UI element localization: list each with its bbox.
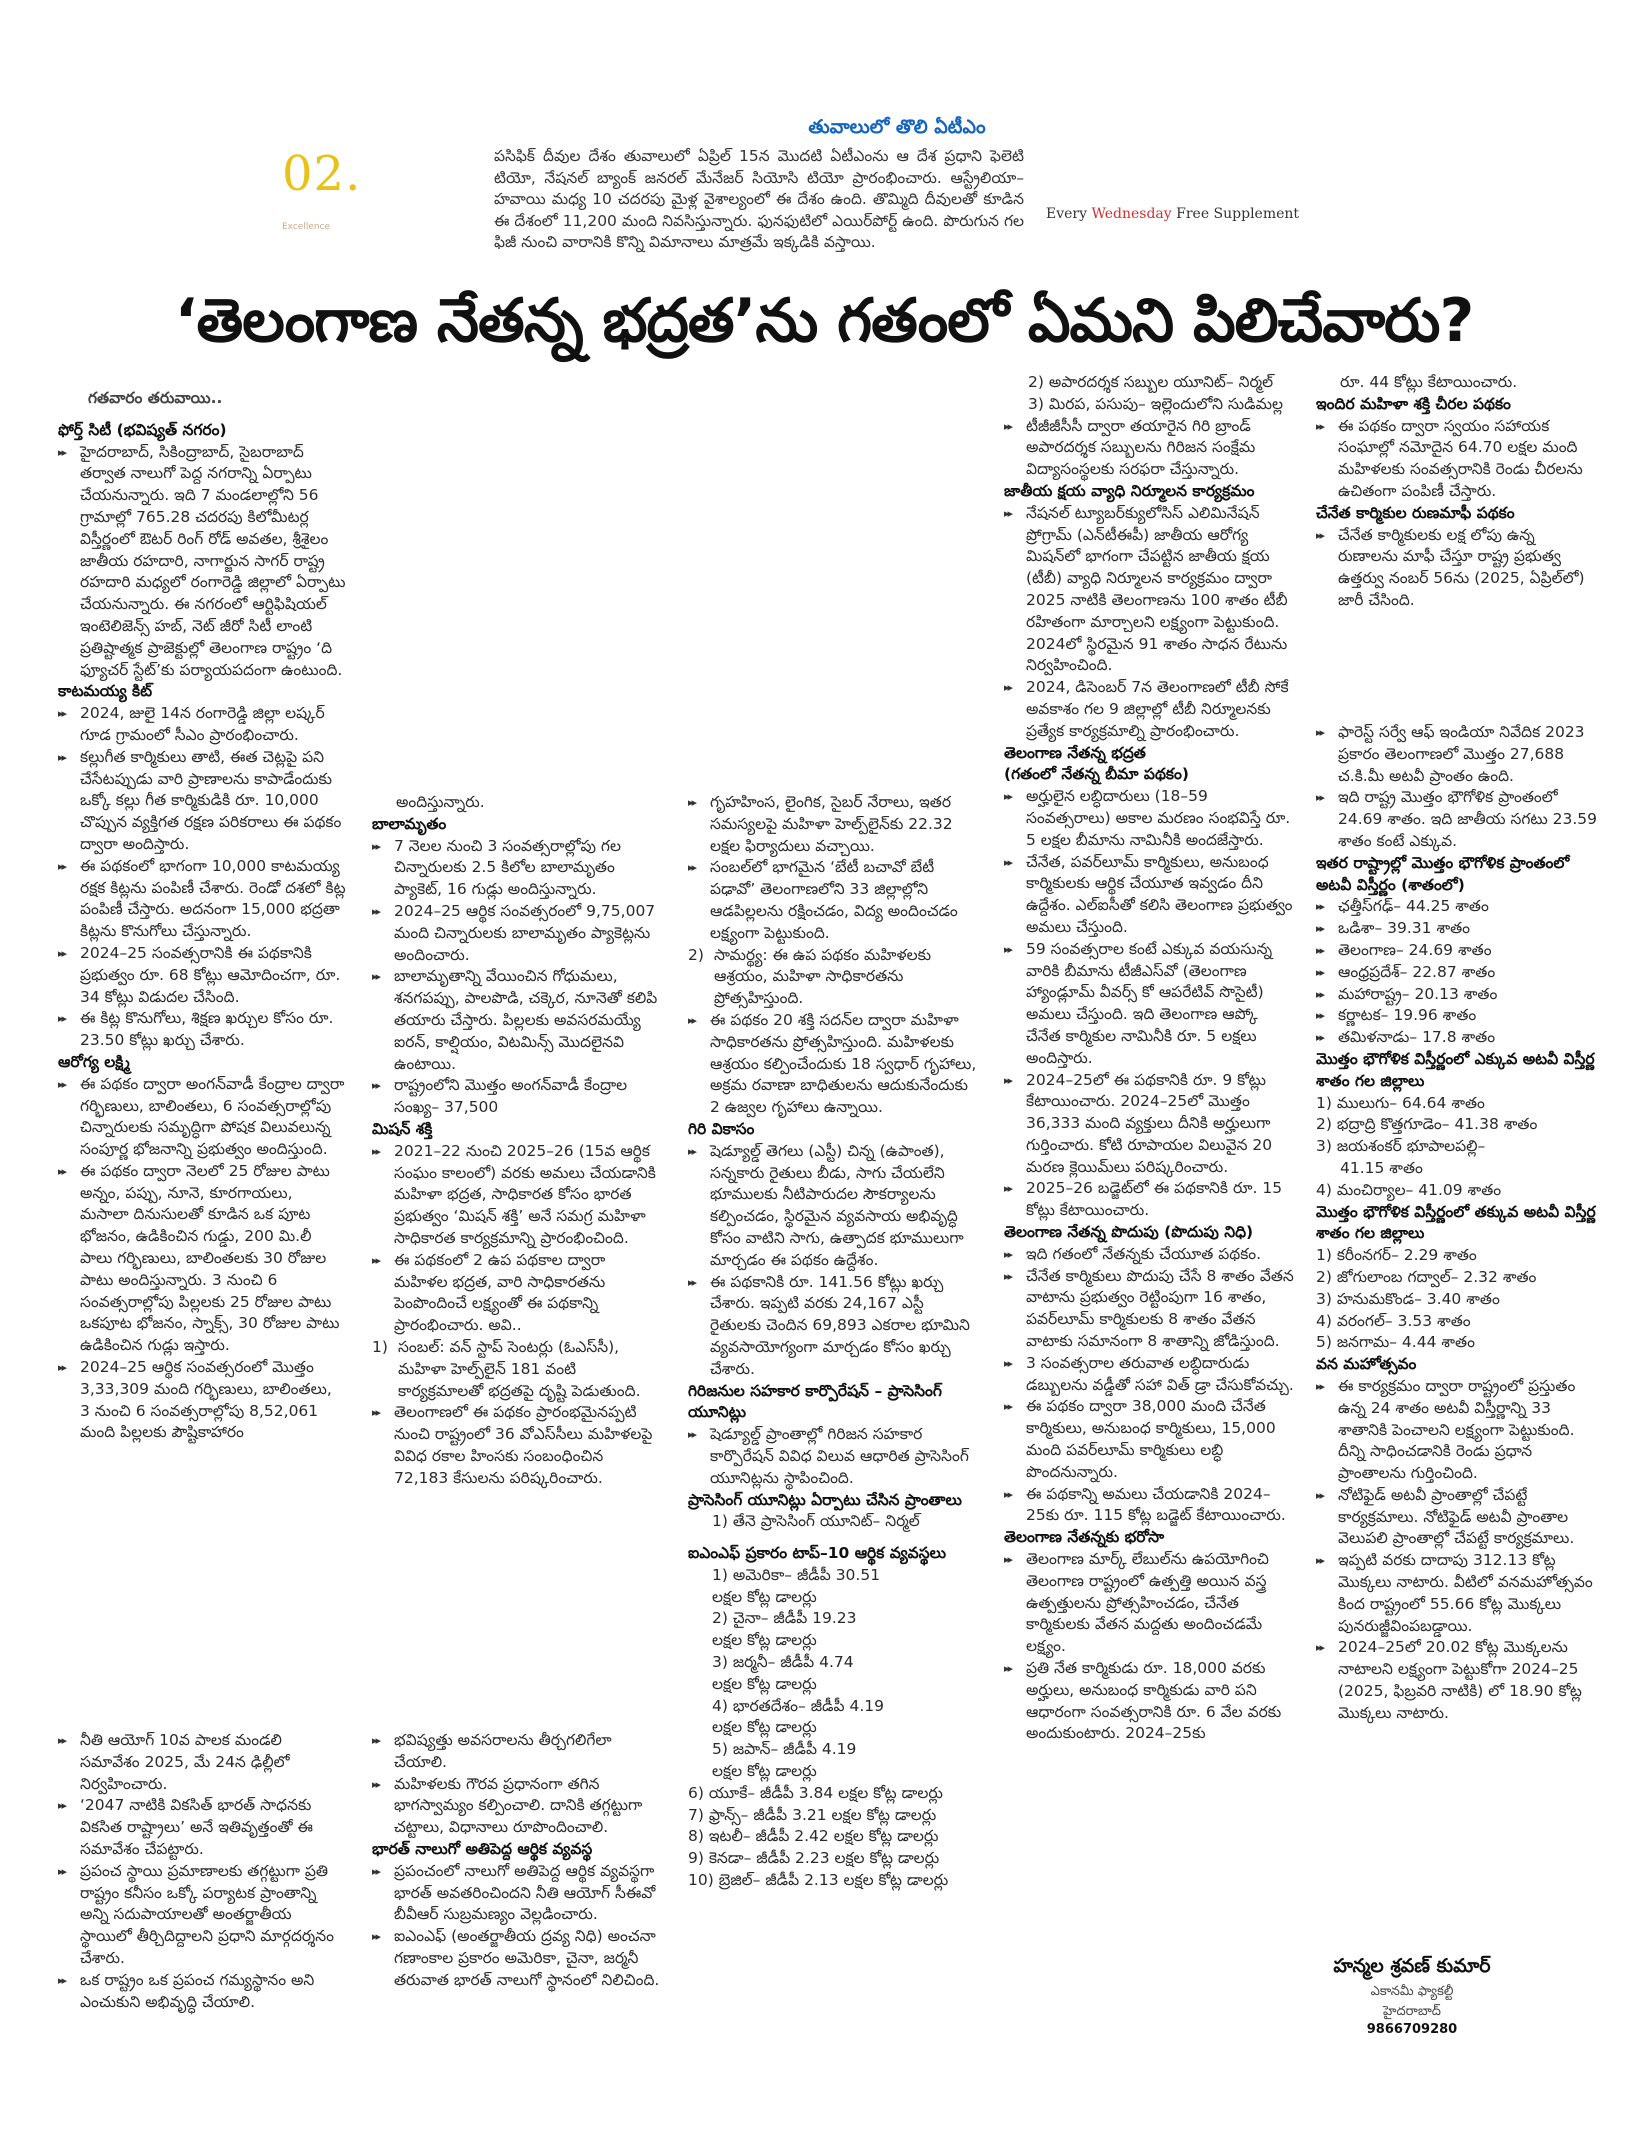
column-3: [688, 792, 978, 1892]
bullet-point: ▸▸ ఈ పథకం ద్వారా నెలలో 25 రోజుల పాటు అన్నం, పప్పు, నూనె, కూరగాయలు, మసాలా దినుసులతో కూడిన ఒక పూట భోజనం, ఉడికించిన గుడ్డు, 200 మి.లీ పాలు గర్భిణులు, బాలింతలకు 30 రోజుల పాటు అందిస్తున్నారు. 3 నుంచి 6 సంవత్సరాల్లోపు పిల్లలకు 25 రోజుల పాటు ఒకపూట భోజనం, స్నాక్స్, 30 రోజుల పాటు ఉడికించిన గుడ్లు ఇస్తారు.: [58, 1161, 346, 1357]
item-number: 1): [372, 1337, 388, 1356]
bullet-point: ▸▸ బాలామృతాన్ని వేయించిన గోధుమలు, శనగపప్పు, పాలపొడి, చక్కెర, నూనెతో కలిపి తయారు చేస్తారు. పిల్లలకు అవసరమయ్యే ఐరన్, కాల్షియం, విటమిన్స్ మొదలైనవి ఉంటాయి.: [372, 966, 662, 1075]
bullet-point: ▸▸ ఫారెస్ట్ సర్వే ఆఫ్ ఇండియా నివేదిక 2023 ప్రకారం తెలంగాణలో మొత్తం 27,688 చ.కి.మీ అటవీ ప్రాంతం ఉంది.: [1316, 722, 1598, 787]
list-item: 7) ఫ్రాన్స్– జీడీపీ 3.21 లక్షల కోట్ల డాలర్లు: [688, 1805, 937, 1824]
section-title: వన మహోత్సవం: [1316, 1355, 1417, 1374]
bullet-point: ▸▸ 59 సంవత్సరాల కంటే ఎక్కువ వయసున్న వారికి బీమాను టీజీఎస్‌వో (తెలంగాణ హ్యాండ్లూమ్ వీవర్స్ కో ఆపరేటివ్ సొసైటీ) అమలు చేస్తుంది. ఇది తెలంగాణ ఆప్కో చేనేత కార్మికుల నామినీకి రూ. 5 లక్షలు అందిస్తారు.: [1004, 939, 1294, 1070]
list-item: లక్షల కోట్ల డాలర్లు: [712, 1718, 817, 1737]
list-item: 4) వరంగల్– 3.53 శాతం: [1316, 1311, 1471, 1330]
bullet-point: ▸▸ భవిష్యత్తు అవసరాలను తీర్చగలిగేలా చేయాలి.: [372, 1730, 662, 1774]
bullet-point: ▸▸ ఈ పథకం ద్వారా స్వయం సహాయక సంఘాల్లో నమోదైన 64.70 లక్షల మంది మహిళలకు సంవత్సరానికి రెండు చీరలను ఉచితంగా పంపిణీ చేస్తారు.: [1316, 416, 1598, 503]
list-item: ▸▸ తమిళనాడు– 17.8 శాతం: [1316, 1027, 1598, 1049]
author-phone: 9866709280: [1366, 2022, 1458, 2037]
section-title: బాలామృతం: [372, 814, 447, 833]
bullet-point: ▸▸ 2024–25 ఆర్థిక సంవత్సరంలో 9,75,007 మంది చిన్నారులకు బాలామృతం ప్యాకెట్లను అందించారు.: [372, 901, 662, 966]
bullet-point: ▸▸ మహిళలకు గౌరవ ప్రధానంగా తగిన భాగస్వామ్యం కల్పించాలి. దానికి తగ్గట్టుగా చట్టాలు, విధానాలు రూపొందించాలి.: [372, 1774, 662, 1839]
bullet-point: ▸▸ నేషనల్ ట్యూబర్‌క్యులోసిస్ ఎలిమినేషన్ ప్రోగ్రామ్ (ఎన్‌టీఈపీ) జాతీయ ఆరోగ్య మిషన్‌లో భాగంగా చేపట్టిన జాతీయ క్షయ (టీబీ) వ్యాధి నిర్మూలన కార్యక్రమం ద్వారా 2025 నాటికి తెలంగాణను 100 శాతం టీబీ రహితంగా మార్చాలని లక్ష్యంగా పెట్టుకుంది. 2024లో స్థిరమైన 91 శాతం సాధన రేటును నిర్వహించింది.: [1004, 503, 1294, 677]
list-item: ▸▸ కర్ణాటక– 19.96 శాతం: [1316, 1005, 1598, 1027]
author-city: హైదరాబాద్: [1383, 2004, 1441, 2019]
section-title: ఆరోగ్య లక్ష్మి: [58, 1052, 130, 1071]
list-item: 10) బ్రెజిల్– జీడీపీ 2.13 లక్షల కోట్ల డాలర్లు: [688, 1871, 949, 1890]
list-item: ▸▸ తెలంగాణ– 24.69 శాతం: [1316, 940, 1598, 962]
supplement-tagline: [1046, 206, 1299, 222]
continued-text: అందిస్తున్నారు.: [396, 793, 485, 811]
section-title: ప్రాసెసింగ్ యూనిట్లు ఏర్పాటు చేసిన ప్రాంతాలు: [688, 1490, 962, 1509]
bullet-point: ▸▸ సంబల్‌లో భాగమైన ‘బేటీ బచావో బేటీ పఢావో’ తెలంగాణలోని 33 జిల్లాల్లోని ఆడపిల్లలను రక్షించడం, విద్య అందించడం లక్ష్యంగా పెట్టుకుంది.: [688, 857, 978, 944]
section-title: తెలంగాణ నేతన్న భద్రత: [1004, 743, 1146, 762]
bullet-point: ▸▸ 2024–25లో ఈ పథకానికి రూ. 9 కోట్లు కేటాయించారు. 2024–25లో మొత్తం 36,333 మంది వ్యక్తులు దీనికి అర్హులుగా గుర్తించారు. కోటి రూపాయల విలువైన 20 మరణ క్లెయిమ్‌లు పరిష్కరించారు.: [1004, 1070, 1294, 1179]
bullet-point: ▸▸ ఈ పథకం ద్వారా అంగన్‌వాడీ కేంద్రాల ద్వారా గర్భిణులు, బాలింతలు, 6 సంవత్సరాల్లోపు చిన్నారులకు సమృద్ధిగా పోషక విలువలున్న సంపూర్ణ భోజనాన్ని ప్రభుత్వం అందిస్తుంది.: [58, 1074, 346, 1161]
list-item: లక్షల కోట్ల డాలర్లు: [712, 1587, 817, 1606]
column-4: [1004, 372, 1294, 1745]
article-headline: ‘తెలంగాణ నేతన్న భద్రత’ను గతంలో ఏమని పిలిచేవారు?: [174, 286, 1474, 356]
bullet-point: ▸▸ 2024–25 సంవత్సరానికి ఈ పథకానికి ప్రభుత్వం రూ. 68 కోట్లు ఆమోదించగా, రూ. 34 కోట్లు విడుదల చేసింది.: [58, 943, 346, 1008]
section-title: ఇందిర మహిళా శక్తి చీరల పథకం: [1316, 394, 1511, 413]
section-title: మొత్తం భౌగోళిక విస్తీర్ణంలో తక్కువ అటవీ విస్తీర్ణ శాతం గల జిల్లాలు: [1316, 1202, 1596, 1243]
bullet-point: ▸▸ ఈ పథకాన్ని అమలు చేయడానికి 2024–25కు రూ. 115 కోట్ల బడ్జెట్ కేటాయించారు.: [1004, 1484, 1294, 1528]
bullet-point: ▸▸ నీతి ఆయోగ్ 10వ పాలక మండలి సమావేశం 2025, మే 24న ఢిల్లీలో నిర్వహించారు.: [58, 1730, 346, 1795]
author-signature: [1312, 1955, 1512, 2037]
list-item: ▸▸ మహారాష్ట్ర– 20.13 శాతం: [1316, 984, 1598, 1006]
bullet-point: ▸▸ 2024, జులై 14న రంగారెడ్డి జిల్లా లష్కర్ గూడ గ్రామంలో సీఎం ప్రారంభించారు.: [58, 703, 346, 747]
item-number: 2): [688, 945, 704, 964]
item-text: సంబల్: వన్ స్టాప్ సెంటర్లు (ఓఎస్‌సీ), మహిళా హెల్ప్‌లైన్ 181 వంటి కార్యక్రమాలతో భద్రతపై దృష్టి పెడుతుంది.: [398, 1337, 641, 1400]
continued-text: రూ. 44 కోట్లు కేటాయించారు.: [1340, 373, 1518, 391]
bullet-point: ▸▸ ప్రతి నేత కార్మికుడు రూ. 18,000 వరకు అర్హులు, అనుబంధ కార్మికుడు వారి పని ఆధారంగా సంవత్సరానికి రూ. 6 వేల వరకు అందుకుంటారు. 2024–25కు: [1004, 1658, 1294, 1745]
list-item: 6) యూకే– జీడీపీ 3.84 లక్షల కోట్ల డాలర్లు: [688, 1783, 943, 1802]
list-item: లక్షల కోట్ల డాలర్లు: [712, 1631, 817, 1650]
sidebar-box-text: పసిఫిక్ దీవుల దేశం తువాలులో ఏప్రిల్ 15న మొదటి ఏటీఎంను ఆ దేశ ప్రధాని ఫెలెటి టియో, నేషనల్ బ్యాంక్ జనరల్ మేనేజర్ సియోసి టియో ప్రారంభించారు. ఆస్ట్రేలియా–హవాయి మధ్య 10 చదరపు మైళ్ల వైశాల్యంలో ఈ దేశం ఉంది. తొమ్మిది దీవులతో కూడిన ఈ దేశంలో 11,200 మంది నివసిస్తున్నారు. ఫునఫుటిలో ఎయిర్‌పోర్ట్ ఉంది. పొరుగున గల ఫిజీ నుంచి వారానికి కొన్ని విమానాలు మాత్రమే ఇక్కడికి వస్తాయి.: [494, 147, 1024, 251]
column-2: [372, 792, 662, 1490]
bullet-point: ▸▸ ఒక రాష్ట్రం ఒక ప్రపంచ గమ్యస్థానం అని ఎంచుకుని అభివృద్ధి చేయాలి.: [58, 1970, 346, 2014]
list-item: లక్షల కోట్ల డాలర్లు: [712, 1674, 817, 1693]
bullet-point: ▸▸ షెడ్యూల్డ్ తెగలు (ఎస్టీ) చిన్న (ఉపాంత), సన్నకారు రైతులు బీడు, సాగు చేయలేని భూములకు నీటిపారుదల సౌకర్యాలను కల్పించడం, స్థిరమైన వ్యవసాయ అభివృద్ధి కోసం వాటిని సాగు, ఉత్పాదక భూములుగా మార్చడం ఈ పథకం ఉద్దేశం.: [688, 1141, 978, 1272]
bullet-point: ▸▸ 7 నెలల నుంచి 3 సంవత్సరాల్లోపు గల చిన్నారులకు 2.5 కిలోల బాలామృతం ప్యాకెట్, 16 గుడ్లు అందిస్తున్నారు.: [372, 836, 662, 901]
bullet-point: ▸▸ కల్లుగీత కార్మికులు తాటి, ఈత చెట్లపై పని చేసేటప్పుడు వారి ప్రాణాలను కాపాడేందుకు ఒక్కో కల్లు గీత కార్మికుడికి రూ. 10,000 చొప్పున వ్యక్తిగత రక్షణ పరికరాలు ఈ పథకం ద్వారా అందిస్తారు.: [58, 747, 346, 856]
section-title: మొత్తం భౌగోళిక విస్తీర్ణంలో ఎక్కువ అటవీ విస్తీర్ణ శాతం గల జిల్లాలు: [1316, 1049, 1595, 1090]
author-name: హన్మల శ్రవణ్ కుమార్: [1333, 1955, 1491, 1977]
list-item: ▸▸ ఆంధ్రప్రదేశ్– 22.87 శాతం: [1316, 962, 1598, 984]
list-item: 4) భారతదేశం– జీడీపీ 4.19: [712, 1696, 884, 1715]
column-5: [1316, 372, 1598, 612]
list-item: 1) కరీంనగర్– 2.29 శాతం: [1316, 1246, 1477, 1265]
section-title: గిరిజనుల సహకార కార్పొరేషన్ – ప్రాసెసింగ్ యూనిట్లు: [688, 1381, 942, 1422]
list-item: 2) జోగులాంబ గద్వాల్– 2.32 శాతం: [1316, 1267, 1537, 1286]
bullet-point: ▸▸ ఈ పథకంలో 2 ఉప పథకాల ద్వారా మహిళల భద్రత, వారి సాధికారతను పెంపొందించే లక్ష్యంతో ఈ పథకాన్ని ప్రారంభించారు. అవి..: [372, 1250, 662, 1337]
bullet-point: ▸▸ చేనేత కార్మికులు పొదుపు చేసే 8 శాతం వేతన వాటాను ప్రభుత్వం రెట్టింపుగా 16 శాతం, పవర్‌లూమ్ కార్మికులకు 8 శాతం వేతన వాటాకు సమానంగా 8 శాతాన్ని జోడిస్తుంది.: [1004, 1266, 1294, 1353]
item-text: సామర్థ్య: ఈ ఉప పథకం మహిళలకు ఆశ్రయం, మహిళా సాధికారతను ప్రోత్సహిస్తుంది.: [714, 945, 932, 1008]
supplement-day: Wednesday: [1091, 206, 1172, 222]
column-5-lower: [1316, 722, 1598, 1725]
bullet-point: ▸▸ 2024–25లో 20.02 కోట్ల మొక్కలను నాటాలని లక్ష్యంగా పెట్టుకోగా 2024–25 (2025, ఫిబ్రవరి నాటికి) లో 18.90 కోట్ల మొక్కలు నాటారు.: [1316, 1637, 1598, 1724]
section-title: భారత్ నాలుగో అతిపెద్ద ఆర్థిక వ్యవస్థ: [372, 1839, 593, 1858]
section-title: మిషన్ శక్తి: [372, 1119, 433, 1138]
section-subtitle: (గతంలో నేతన్న బీమా పథకం): [1004, 765, 1189, 784]
column-1-lower: [58, 1730, 346, 2013]
bullet-point: ▸▸ ఈ పథకం ద్వారా 38,000 మంది చేనేత కార్మికులు, అనుబంధ కార్మికులు, 15,000 మంది పవర్‌లూమ్ కార్మికులు లబ్ధి పొందనున్నారు.: [1004, 1396, 1294, 1483]
list-item: ▸▸ ఒడిశా– 39.31 శాతం: [1316, 918, 1598, 940]
list-item: 1) ములుగు– 64.64 శాతం: [1316, 1093, 1485, 1112]
bullet-point: ▸▸ 2021–22 నుంచి 2025–26 (15వ ఆర్థిక సంఘం కాలంలో) వరకు అమలు చేయడానికి మహిళా భద్రత, సాధికారత కోసం భారత ప్రభుత్వం ‘మిషన్ శక్తి’ అనే సమగ్ర మహిళా సాధికారత కార్యక్రమాన్ని ప్రారంభించింది.: [372, 1141, 662, 1250]
list-item: 1) అమెరికా– జీడీపీ 30.51: [712, 1565, 881, 1584]
list-item: 3) హనుమకొండ– 3.40 శాతం: [1316, 1289, 1500, 1308]
edition-tag: Excellence: [282, 222, 331, 232]
bullet-point: ▸▸ ఈ పథకానికి రూ. 141.56 కోట్లు ఖర్చు చేశారు. ఇప్పటి వరకు 24,167 ఎస్టీ రైతులకు చెందిన 69,893 ఎకరాల భూమిని వ్యవసాయోగ్యంగా మార్చడం కోసం ఖర్చు చేశారు.: [688, 1272, 978, 1381]
bullet-point: ▸▸ నోటిఫైడ్ అటవీ ప్రాంతాల్లో చేపట్టే కార్యక్రమాలు. నోటిఫైడ్ అటవీ ప్రాంతాల వెలుపలి ప్రాంతాల్లో చేపట్టే కార్యక్రమాలు.: [1316, 1485, 1598, 1550]
bullet-point: ▸▸ షెడ్యూల్డ్ ప్రాంతాల్లో గిరిజన సహకార కార్పొరేషన్ వివిధ విలువ ఆధారిత ప్రాసెసింగ్ యూనిట్లను స్థాపించింది.: [688, 1424, 978, 1489]
bullet-point: ▸▸ తెలంగాణ మార్క్ లేబుల్‌ను ఉపయోగించి తెలంగాణ రాష్ట్రంలో ఉత్పత్తి అయిన వస్త్ర ఉత్పత్తులను ప్రోత్సహించడం, చేనేత కార్మికులకు వేతన మద్దతు అందించడమే లక్ష్యం.: [1004, 1549, 1294, 1658]
numbered-item: [688, 945, 978, 1010]
bullet-point: ▸▸ రాష్ట్రంలోని మొత్తం అంగన్‌వాడీ కేంద్రాల సంఖ్య– 37,500: [372, 1075, 662, 1119]
bullet-point: ▸▸ 3 సంవత్సరాల తరువాత లబ్ధిదారుడు డబ్బులను వడ్డీతో సహా విత్ డ్రా చేసుకోవచ్చు.: [1004, 1353, 1294, 1397]
section-title: ఐఎంఎఫ్ ప్రకారం టాప్–10 ఆర్థిక వ్యవస్థలు: [688, 1544, 946, 1563]
section-title: తెలంగాణ నేతన్న పొదుపు (పొదుపు నిధి): [1004, 1223, 1254, 1242]
bullet-point: ▸▸ 2024, డిసెంబర్ 7న తెలంగాణలో టీబీ సోకే అవకాశం గల 9 జిల్లాల్లో టీబీ నిర్మూలనకు ప్రత్యేక కార్యక్రమాల్ని ప్రారంభించారు.: [1004, 677, 1294, 742]
bullet-point: ▸▸ ‘2047 నాటికి వికసిత్ భారత్ సాధనకు వికసిత రాష్ట్రాలు’ అనే ఇతివృత్తంతో ఈ సమావేశం చేపట్టారు.: [58, 1795, 346, 1860]
bullet-point: ▸▸ ఇది గతంలో నేతన్నకు చేయూత పథకం.: [1004, 1244, 1294, 1266]
bullet-point: ▸▸ ఈ కిట్ల కొనుగోలు, శిక్షణ ఖర్చుల కోసం రూ. 23.50 కోట్లు ఖర్చు చేశారు.: [58, 1008, 346, 1052]
list-item: 3) జయశంకర్ భూపాలపల్లి–: [1316, 1137, 1486, 1156]
author-designation: ఎకానమీ ఫ్యాకల్టీ: [1370, 1984, 1454, 1999]
bullet-point: ▸▸ చేనేత, పవర్‌లూమ్ కార్మికులు, అనుబంధ కార్మికులకు ఆర్థిక చేయూత ఇవ్వడం దీని ఉద్దేశం. ఎల్ఐసీతో కలిసి తెలంగాణ ప్రభుత్వం అమలు చేస్తుంది.: [1004, 852, 1294, 939]
list-item: 5) జనగామ– 4.44 శాతం: [1316, 1333, 1475, 1352]
section-title: గిరి వికాసం: [688, 1119, 755, 1138]
list-item: 5) జపాన్– జీడీపీ 4.19: [712, 1740, 857, 1759]
bullet-point: ▸▸ 2025–26 బడ్జెట్‌లో ఈ పథకానికి రూ. 15 కోట్లు కేటాయించారు.: [1004, 1178, 1294, 1222]
bullet-point: ▸▸ ప్రపంచంలో నాలుగో అతిపెద్ద ఆర్థిక వ్యవస్థగా భారత్ అవతరించిందని నీతి ఆయోగ్ సీఈవో బీవీఆర్ సుబ్రమణ్యం వెల్లడించారు.: [372, 1861, 662, 1926]
section-title: కాటమయ్య కిట్: [58, 682, 153, 701]
list-item: 1) తేనె ప్రాసెసింగ్ యూనిట్– నిర్మల్: [712, 1512, 920, 1531]
list-item: 4) మంచిర్యాల– 41.09 శాతం: [1316, 1180, 1502, 1199]
list-item: ▸▸ ఛత్తీస్‌గఢ్– 44.25 శాతం: [1316, 896, 1598, 918]
bullet-point: ▸▸ ఇప్పటి వరకు దాదాపు 312.13 కోట్ల మొక్కలు నాటారు. వీటిలో వనమహోత్సవం కింద రాష్ట్రంలో 55.66 కోట్ల మొక్కలు పునరుజ్జీవింపబడ్డాయి.: [1316, 1550, 1598, 1637]
list-item: 9) కెనడా– జీడీపీ 2.23 లక్షల కోట్ల డాలర్లు: [688, 1849, 940, 1868]
continued-label: గతవారం తరువాయి..: [88, 389, 223, 407]
bullet-point: ▸▸ ఐఎంఎఫ్ (అంతర్జాతీయ ద్రవ్య నిధి) అంచనా గణాంకాల ప్రకారం అమెరికా, చైనా, జర్మనీ తరువాత భారత్ నాలుగో స్థానంలో నిలిచింది.: [372, 1926, 662, 1991]
page-number: 02.: [282, 146, 362, 202]
bullet-point: ▸▸ చేనేత కార్మికులకు లక్ష లోపు ఉన్న రుణాలను మాఫీ చేస్తూ రాష్ట్ర ప్రభుత్వ ఉత్తర్వు నంబర్ 56ను (2025, ఏప్రిల్‌లో) జారీ చేసింది.: [1316, 525, 1598, 612]
bullet-point: ▸▸ ఈ పథకం 20 శక్తి సదన్‌ల ద్వారా మహిళా సాధికారతను ప్రోత్సహిస్తుంది. మహిళలకు ఆశ్రయం కల్పించేందుకు 18 స్వధార్ గృహాలు, అక్రమ రవాణా బాధితులను ఆదుకునేందుకు 2 ఉజ్వల గృహాలు ఉన్నాయి.: [688, 1010, 978, 1119]
supplement-prefix: Every: [1046, 206, 1092, 222]
section-title: చేనేత కార్మికుల రుణమాఫీ పథకం: [1316, 503, 1515, 522]
column-1: [58, 388, 346, 1444]
bullet-point: ▸▸ ప్రపంచ స్థాయి ప్రమాణాలకు తగ్గట్టుగా ప్రతి రాష్ట్రం కనీసం ఒక్కో పర్యాటక ప్రాంతాన్ని అన్ని సదుపాయాలతో అంతర్జాతీయ స్థాయిలో తీర్చిదిద్దాలని ప్రధాని మార్గదర్శనం చేశారు.: [58, 1861, 346, 1970]
list-item: 8) ఇటలీ– జీడీపీ 2.42 లక్షల కోట్ల డాలర్లు: [688, 1827, 939, 1846]
section-title: ఇతర రాష్ట్రాల్లో మొత్తం భౌగోళిక ప్రాంతంలో అటవీ విస్తీర్ణం (శాతంలో): [1316, 853, 1570, 894]
section-title: ఫోర్త్ సిటీ (భవిష్యత్ నగరం): [58, 420, 227, 439]
sidebar-box-title: తువాలులో తొలి ఏటీఎం: [808, 116, 986, 138]
list-item: 3) మిరప, పసుపు– ఇల్లెందులోని సుడిమల్ల: [1028, 394, 1284, 413]
bullet-point: ▸▸ హైదరాబాద్, సికింద్రాబాద్, సైబరాబాద్ తర్వాత నాలుగో పెద్ద నగరాన్ని ఏర్పాటు చేయనున్నారు. ఇది 7 మండలాల్లోని 56 గ్రామాల్లో 765.28 చదరపు కిలోమీటర్ల విస్తీర్ణంలో ఔటర్ రింగ్ రోడ్ అవతల, శ్రీశైలం జాతీయ రహదారి, నాగార్జున సాగర్ రాష్ట్ర రహదారి మధ్యలో రంగారెడ్డి జిల్లాలో ఏర్పాటు చేయనున్నారు. ఈ నగరంలో ఆర్టిఫిషియల్ ఇంటెలిజెన్స్ హబ్, నెట్ జీరో సిటీ లాంటి ప్రతిష్టాత్మక ప్రాజెక్టుల్లో తెలంగాణ రాష్ట్రం ‘ది ఫ్యూచర్ స్టేట్’కు పర్యాయపదంగా ఉంటుంది.: [58, 442, 346, 682]
list-item: 3) జర్మనీ– జీడీపీ 4.74: [712, 1653, 854, 1672]
list-item: 2) భద్రాద్రి కొత్తగూడెం– 41.38 శాతం: [1316, 1115, 1538, 1134]
numbered-item: [372, 1337, 662, 1402]
bullet-point: ▸▸ ఈ కార్యక్రమం ద్వారా రాష్ట్రంలో ప్రస్తుతం ఉన్న 24 శాతం అటవీ విస్తీర్ణాన్ని 33 శాతానికి పెంచాలని లక్ష్యంగా పెట్టుకుంది. దీన్ని సాధించడానికి రెండు ప్రధాన ప్రాంతాలను గుర్తించింది.: [1316, 1376, 1598, 1485]
bullet-point: ▸▸ తెలంగాణలో ఈ పథకం ప్రారంభమైనప్పటి నుంచి రాష్ట్రంలో 36 వోఎస్‌సీలు మహిళలపై వివిధ రకాల హింసకు సంబంధించిన 72,183 కేసులను పరిష్కరించారు.: [372, 1402, 662, 1489]
bullet-point: ▸▸ అర్హులైన లబ్ధిదారులు (18–59 సంవత్సరాలు) అకాల మరణం సంభవిస్తే రూ. 5 లక్షల బీమాను నామినీకి అందజేస్తారు.: [1004, 786, 1294, 851]
bullet-point: ▸▸ గృహహింస, లైంగిక, సైబర్ నేరాలు, ఇతర సమస్యలపై మహిళా హెల్ప్‌లైన్‌కు 22.32 లక్షల ఫిర్యాదులు వచ్చాయి.: [688, 792, 978, 857]
bullet-point: ▸▸ 2024–25 ఆర్థిక సంవత్సరంలో మొత్తం 3,33,309 మంది గర్భిణులు, బాలింతలు, 3 నుంచి 6 సంవత్సరాల్లోపు 8,52,061 మంది పిల్లలకు పౌష్టికాహారం: [58, 1357, 346, 1444]
section-title: జాతీయ క్షయ వ్యాధి నిర్మూలన కార్యక్రమం: [1004, 481, 1255, 500]
bullet-point: ▸▸ ఇది రాష్ట్ర మొత్తం భౌగోళిక ప్రాంతంలో 24.69 శాతం. ఇది జాతీయ సగటు 23.59 శాతం కంటే ఎక్కువ.: [1316, 787, 1598, 852]
bullet-point: ▸▸ టీజీజీసీసీ ద్వారా తయారైన గిరి బ్రాండ్ అపారదర్శక సబ్బులను గిరిజన సంక్షేమ విద్యాసంస్థలకు సరఫరా చేస్తున్నారు.: [1004, 416, 1294, 481]
supplement-suffix: Free Supplement: [1171, 206, 1300, 222]
list-item: 2) అపారదర్శక సబ్బుల యూనిట్– నిర్మల్: [1028, 373, 1274, 391]
column-2-lower: [372, 1730, 662, 1992]
section-title: తెలంగాణ నేతన్నకు భరోసా: [1004, 1528, 1165, 1547]
list-item: 41.15 శాతం: [1340, 1158, 1423, 1177]
list-item: లక్షల కోట్ల డాలర్లు: [712, 1762, 817, 1781]
list-item: 2) చైనా– జీడీపీ 19.23: [712, 1609, 857, 1628]
bullet-point: ▸▸ ఈ పథకంలో భాగంగా 10,000 కాటమయ్య రక్షక కిట్లను పంపిణీ చేశారు. రెండో దశలో కిట్ల పంపిణీ చేస్తారు. అదనంగా 15,000 భద్రతా కిట్లను కొనుగోలు చేస్తున్నారు.: [58, 856, 346, 943]
